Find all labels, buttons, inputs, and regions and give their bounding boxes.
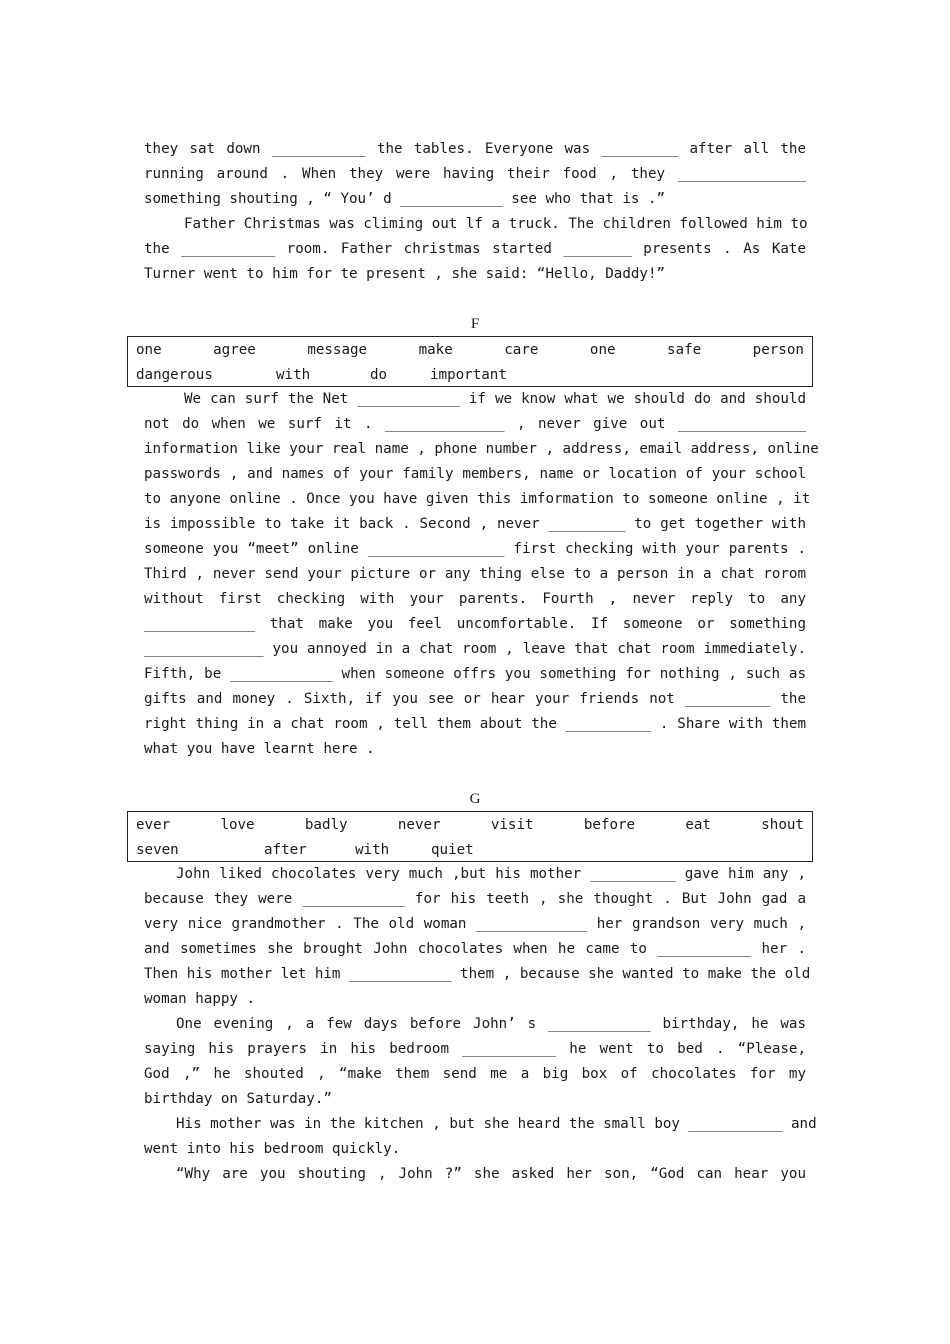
word-bank-box <box>127 811 813 862</box>
word-bank-item: one <box>589 342 616 358</box>
text-line: and sometimes she brought John chocolates when he came to ___________ her . <box>144 941 806 957</box>
text-line: right thing in a chat room , tell them about the __________ . Share with them <box>144 716 806 732</box>
word-bank-item: shout <box>761 817 804 833</box>
word-bank-item: eat <box>685 817 711 833</box>
text-line: saying his prayers in his bedroom ___________ he went to bed . “Please, <box>144 1041 806 1057</box>
word-bank-item: important <box>430 367 507 383</box>
text-line: woman happy . <box>144 991 256 1007</box>
text-line: birthday on Saturday.” <box>144 1091 332 1107</box>
text-line: God ,” he shouted , “make them send me a big box of chocolates for my <box>144 1066 806 1082</box>
section-title: F <box>470 316 480 332</box>
word-bank-item: seven <box>136 842 179 858</box>
text-line: not do when we surf it . ______________ , never give out _______________ <box>144 416 806 432</box>
text-line: One evening , a few days before John’ s ____________ birthday, he was <box>176 1016 806 1032</box>
section-title: G <box>469 791 481 807</box>
text-line: the ___________ room. Father christmas started ________ presents . As Kate <box>144 241 806 257</box>
text-line: because they were ____________ for his teeth , she thought . But John gad a <box>144 891 806 907</box>
word-bank-row <box>136 813 804 838</box>
text-line: information like your real name , phone number , address, email address, online <box>144 441 819 457</box>
text-line: what you have learnt here . <box>144 741 375 757</box>
word-bank-box <box>127 336 813 387</box>
text-line: Then his mother let him ____________ them , because she wanted to make the old <box>144 966 811 982</box>
text-line: Father Christmas was climing out lf a truck. The children followed him to <box>184 216 808 232</box>
word-bank-item: badly <box>304 817 348 833</box>
text-line: went into his bedroom quickly. <box>144 1141 401 1157</box>
text-line: His mother was in the kitchen , but she heard the small boy ___________ and <box>176 1116 817 1132</box>
text-line: John liked chocolates very much ,but his mother __________ gave him any , <box>176 866 806 882</box>
word-bank-item: safe <box>667 342 702 358</box>
word-bank-row <box>136 363 804 388</box>
word-bank-item: dangerous <box>136 367 213 383</box>
text-line: ______________ you annoyed in a chat room , leave that chat room immediately. <box>144 641 806 657</box>
word-bank-item: quiet <box>431 842 474 858</box>
text-line: Turner went to him for te present , she said: “Hello, Daddy!” <box>144 266 666 282</box>
text-line: very nice grandmother . The old woman _____________ her grandson very much , <box>144 916 806 932</box>
word-bank-item: love <box>220 817 255 833</box>
text-line: running around . When they were having their food , they _______________ <box>144 166 806 182</box>
word-bank-row <box>136 338 804 363</box>
text-line: “Why are you shouting , John ?” she asked her son, “God can hear you <box>176 1166 806 1182</box>
text-line: passwords , and names of your family members, name or location of your school <box>144 466 806 482</box>
word-bank-item: do <box>370 367 388 383</box>
word-bank-item: with <box>355 842 390 858</box>
word-bank-item: never <box>397 817 441 833</box>
word-bank-item: care <box>504 342 539 358</box>
text-line: Fifth, be ____________ when someone offrs you something for nothing , such as <box>144 666 806 682</box>
word-bank-item: agree <box>213 342 256 358</box>
text-line: to anyone online . Once you have given this imformation to someone online , it <box>144 491 811 507</box>
text-line: We can surf the Net ____________ if we know what we should do and should <box>184 391 806 407</box>
text-line: gifts and money . Sixth, if you see or hear your friends not __________ the <box>144 691 806 707</box>
word-bank-item: visit <box>490 817 534 833</box>
word-bank-item: person <box>752 342 804 358</box>
text-line: someone you “meet” online ________________ first checking with your parents . <box>144 541 806 557</box>
word-bank-item: message <box>307 342 368 358</box>
word-bank-item: one <box>136 342 162 358</box>
text-line: without first checking with your parents. Fourth , never reply to any <box>144 591 806 607</box>
word-bank-item: before <box>583 817 636 833</box>
word-bank-item: ever <box>136 817 171 833</box>
text-line: something shouting , “ You’ d ____________ see who that is .” <box>144 191 666 207</box>
word-bank-row <box>136 838 804 863</box>
text-line: is impossible to take it back . Second , never _________ to get together with <box>144 516 806 532</box>
word-bank-item: make <box>418 342 453 358</box>
text-line: they sat down ___________ the tables. Everyone was _________ after all the <box>144 141 806 157</box>
word-bank-item: after <box>264 842 307 858</box>
text-line: Third , never send your picture or any thing else to a person in a chat rorom <box>144 566 806 582</box>
word-bank-item: with <box>276 367 311 383</box>
text-line: _____________ that make you feel uncomfortable. If someone or something <box>144 616 806 632</box>
